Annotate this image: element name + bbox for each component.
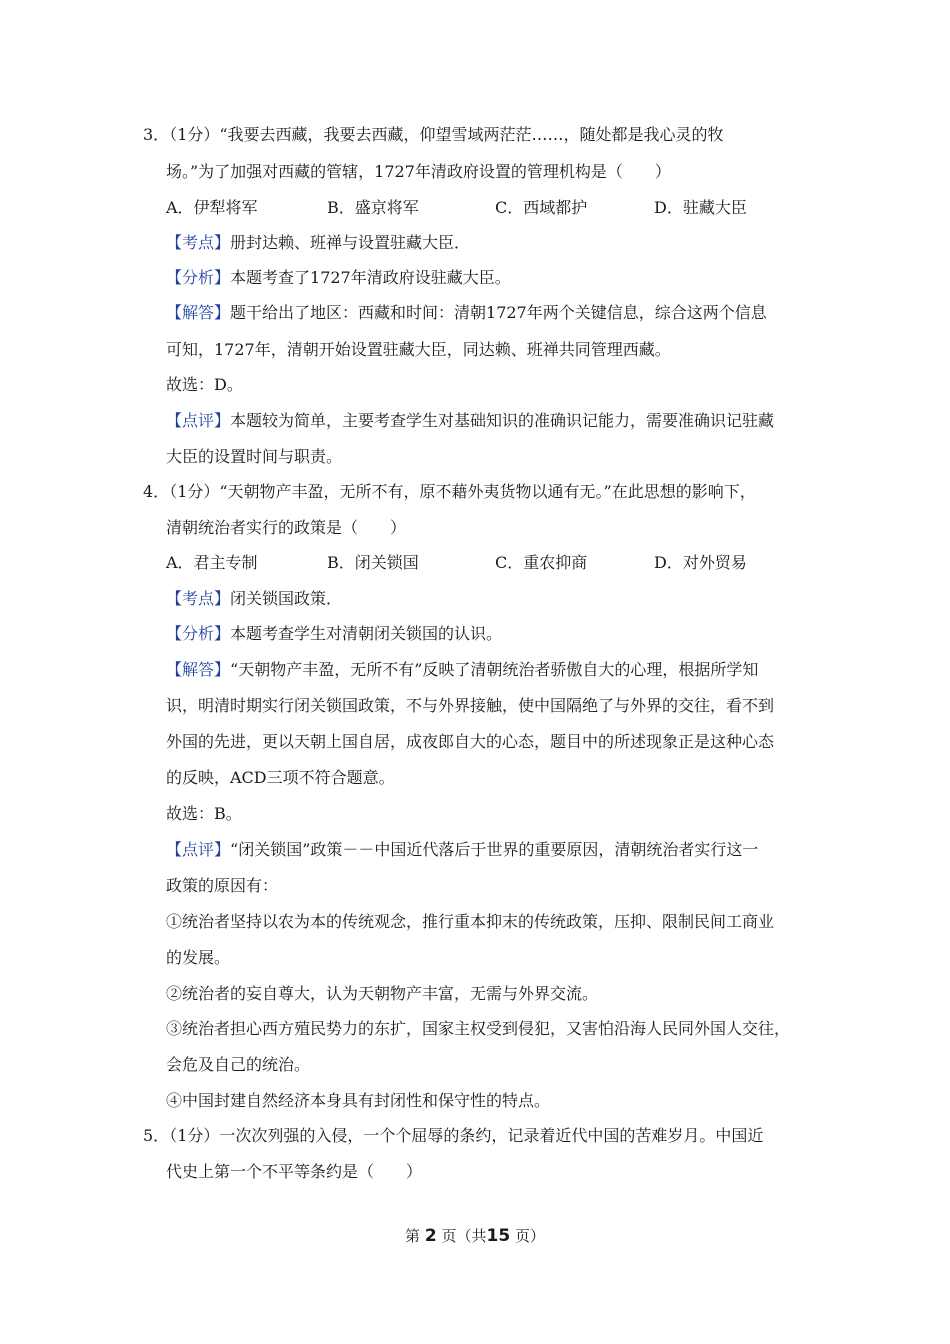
current-page-number: 2 (424, 1226, 437, 1246)
fenxi-line (166, 267, 511, 289)
reason-3-line-2: 会危及自己的统治。 (166, 1055, 311, 1074)
jieda-line-2: 识，明清时期实行闭关锁国政策，不与外界接触，使中国隔绝了与外界的交往，看不到 (166, 696, 775, 715)
kaodian-text: 闭关锁国政策． (230, 589, 343, 608)
jieda-line-2: 可知，1727年，清朝开始设置驻藏大臣，同达赖、班禅共同管理西藏。 (166, 340, 671, 359)
reason-1-line-2: 的发展。 (166, 948, 231, 967)
dianping-line-1 (166, 410, 774, 432)
fenxi-text: 本题考查了1727年清政府设驻藏大臣。 (230, 268, 511, 287)
total-page-number: 15 (486, 1226, 511, 1246)
fenxi-line (166, 623, 502, 645)
question-3-line-2: 场。”为了加强对西藏的管辖，1727年清政府设置的管理机构是（ ） (166, 162, 671, 181)
kaodian-line (166, 232, 470, 254)
question-stem: （1分）“天朝物产丰盈，无所不有，原不藉外夷货物以通有无。”在此思想的影响下， (169, 482, 756, 501)
dianping-line-2: 政策的原因有： (166, 876, 279, 895)
option-b: B．盛京将军 (327, 198, 419, 217)
question-5-line-1 (143, 1125, 763, 1147)
jieda-line-1 (166, 659, 758, 681)
option-b: B．闭关锁国 (327, 553, 419, 572)
dianping-tag: 【点评】 (166, 411, 231, 430)
kaodian-tag: 【考点】 (166, 589, 231, 608)
page-footer (0, 1226, 950, 1246)
option-d: D．对外贸易 (654, 553, 747, 572)
kaodian-line (166, 588, 342, 610)
question-3-line-1 (143, 124, 724, 146)
jieda-tag: 【解答】 (166, 660, 231, 679)
question-stem: （1分）“我要去西藏，我要去西藏，仰望雪域两茫茫……，随处都是我心灵的牧 (169, 125, 724, 144)
question-5-line-2: 代史上第一个不平等条约是（ ） (166, 1162, 423, 1181)
kaodian-text: 册封达赖、班禅与设置驻藏大臣． (230, 233, 471, 252)
reason-4: ④中国封建自然经济本身具有封闭性和保守性的特点。 (166, 1091, 551, 1110)
jieda-text: 题干给出了地区：西藏和时间：清朝1727年两个关键信息，综合这两个信息 (230, 303, 767, 322)
dianping-text: “闭关锁国”政策－－中国近代落后于世界的重要原因，清朝统治者实行这一 (230, 840, 759, 859)
fenxi-text: 本题考查学生对清朝闭关锁国的认识。 (230, 624, 503, 643)
kaodian-tag: 【考点】 (166, 233, 231, 252)
fenxi-tag: 【分析】 (166, 268, 231, 287)
jieda-text: “天朝物产丰盈，无所不有”反映了清朝统治者骄傲自大的心理，根据所学知 (230, 660, 759, 679)
footer-mid: 页（共 (441, 1227, 487, 1245)
question-4-line-1 (143, 481, 756, 503)
reason-1-line-1: ①统治者坚持以农为本的传统观念，推行重本抑末的传统政策，压抑、限制民间工商业 (166, 912, 775, 931)
question-4-line-2: 清朝统治者实行的政策是（ ） (166, 518, 407, 537)
question-number: 5． (143, 1126, 170, 1145)
answer-line: 故选：B。 (166, 804, 242, 823)
question-number: 4． (143, 482, 170, 501)
dianping-line-2: 大臣的设置时间与职责。 (166, 447, 343, 466)
jieda-tag: 【解答】 (166, 303, 231, 322)
dianping-text: 本题较为简单，主要考查学生对基础知识的准确识记能力，需要准确识记驻藏 (230, 411, 775, 430)
option-a: A．伊犁将军 (166, 198, 258, 217)
footer-suffix: 页） (514, 1227, 545, 1245)
reason-2: ②统治者的妄自尊大，认为天朝物产丰富，无需与外界交流。 (166, 984, 599, 1003)
question-stem: （1分）一次次列强的入侵，一个个屈辱的条约，记录着近代中国的苦难岁月。中国近 (169, 1126, 764, 1145)
option-c: C．重农抑商 (495, 553, 588, 572)
footer-prefix: 第 (405, 1227, 421, 1245)
option-d: D．驻藏大臣 (654, 198, 747, 217)
jieda-line-1 (166, 302, 767, 324)
dianping-line-1 (166, 839, 758, 861)
jieda-line-3: 外国的先进，更以天朝上国自居，成夜郎自大的心态，题目中的所述现象正是这种心态 (166, 732, 775, 751)
reason-3-line-1: ③统治者担心西方殖民势力的东扩，国家主权受到侵犯，又害怕沿海人民同外国人交往， (166, 1019, 791, 1038)
question-number: 3． (143, 125, 170, 144)
answer-line: 故选：D。 (166, 375, 243, 394)
option-c: C．西域都护 (495, 198, 588, 217)
dianping-tag: 【点评】 (166, 840, 231, 859)
option-a: A．君主专制 (166, 553, 258, 572)
fenxi-tag: 【分析】 (166, 624, 231, 643)
jieda-line-4: 的反映，ACD三项不符合题意。 (166, 768, 395, 787)
